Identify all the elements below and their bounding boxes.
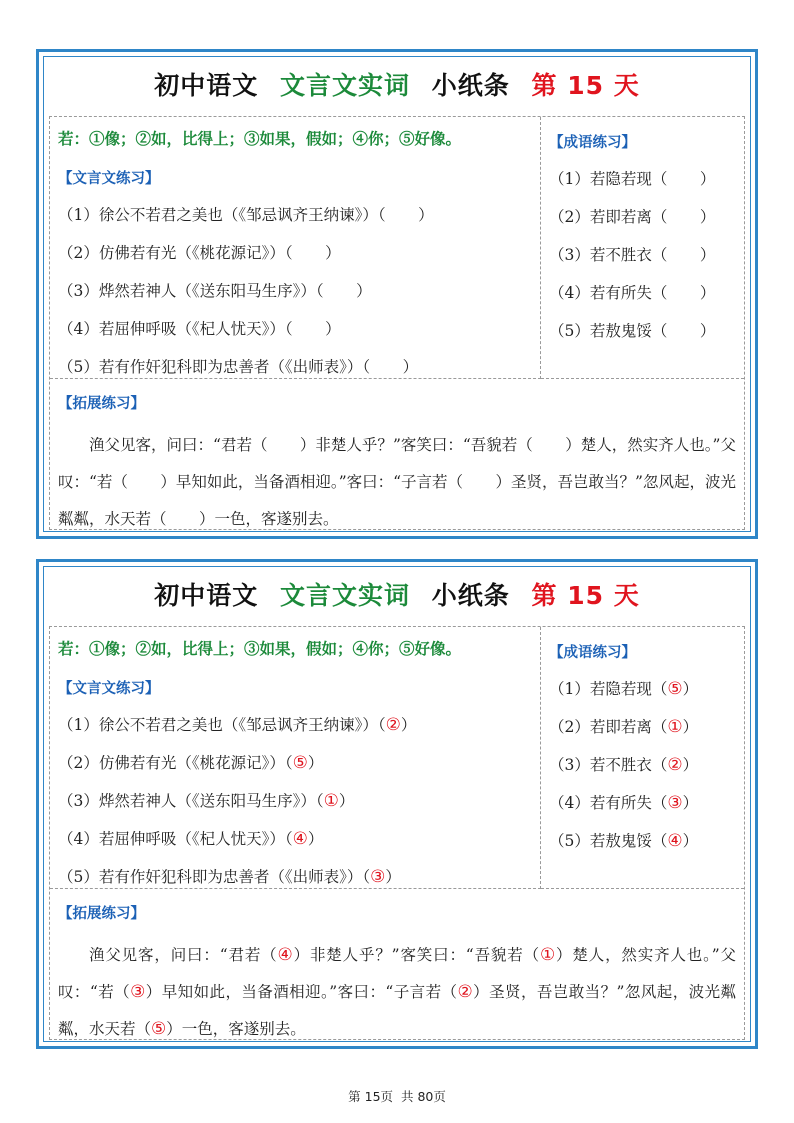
card-title <box>39 576 755 616</box>
title-format: 小纸条 <box>431 71 510 100</box>
classical-item: （1）徐公不若君之美也（《邹忌讽齐王纳谏》）（ ） <box>58 206 434 224</box>
answer-blank[interactable] <box>386 205 418 225</box>
idiom-heading: 【成语练习】 <box>549 135 636 151</box>
answer-mark: ② <box>457 982 474 1002</box>
answer-blank[interactable] <box>267 435 299 455</box>
classical-item: （3）烨然若神人（《送东阳马生序》）（①） <box>58 791 355 811</box>
answer-blank[interactable] <box>667 207 699 227</box>
word-meanings: 若：①像；②如，比得上；③如果，假如；④你；⑤好像。 <box>58 129 462 148</box>
practice-card-blank <box>36 49 758 539</box>
answer-blank[interactable] <box>667 321 699 341</box>
classical-section <box>50 117 541 379</box>
classical-item: （5）若有作奸犯科即为忠善者（《出师表》）（ ） <box>58 358 419 376</box>
exercise-panel <box>49 116 745 530</box>
idiom-item: （2）若即若离（①） <box>549 717 699 737</box>
answer-mark: ① <box>323 791 339 811</box>
classical-item: （4）若屈伸呼吸（《杞人忧天》）（④） <box>58 829 324 849</box>
classical-item: （2）仿佛若有光（《桃花源记》）（⑤） <box>58 753 324 773</box>
extension-passage: 渔父见客，问曰：“君若（④）非楚人乎？”客笑曰：“吾貌若（①）楚人，然实齐人也。”父叹：“若（③）早知如此，当备酒相迎。”客曰：“子言若（②）圣贤，吾岂敢当？”忽风起，波光粼粼，水天若（⑤）一色，客遂别去。 <box>58 945 736 1039</box>
idiom-item: （5）若敖鬼馁（ ） <box>549 322 716 340</box>
idiom-section <box>541 627 744 889</box>
title-subject: 初中语文 <box>154 581 259 610</box>
answer-blank[interactable] <box>667 245 699 265</box>
page-footer: 第 15页 共 80页 <box>348 1089 446 1104</box>
answer-mark: ④ <box>667 831 683 851</box>
answer-mark: ⑤ <box>292 753 308 773</box>
answer-blank[interactable] <box>463 472 495 492</box>
extension-heading: 【拓展练习】 <box>58 396 145 412</box>
answer-blank[interactable] <box>167 509 199 529</box>
answer-blank[interactable] <box>293 319 325 339</box>
extension-heading: 【拓展练习】 <box>58 906 145 922</box>
extension-passage: 渔父见客，问曰：“君若（ ）非楚人乎？”客笑曰：“吾貌若（ ）楚人，然实齐人也。”父叹：“若（ ）早知如此，当备酒相迎。”客曰：“子言若（ ）圣贤，吾岂敢当？”忽风起，波光粼粼，水天若（ ）一色，客遂别去。 <box>58 436 736 528</box>
title-subject: 初中语文 <box>154 71 259 100</box>
idiom-item: （2）若即若离（ ） <box>549 208 716 226</box>
idiom-heading: 【成语练习】 <box>549 645 636 661</box>
title-format: 小纸条 <box>431 581 510 610</box>
exercise-panel <box>49 626 745 1040</box>
answer-mark: ② <box>667 755 683 775</box>
word-meanings: 若：①像；②如，比得上；③如果，假如；④你；⑤好像。 <box>58 639 462 658</box>
classical-section <box>50 627 541 889</box>
answer-mark: ③ <box>667 793 683 813</box>
answer-blank[interactable] <box>533 435 565 455</box>
answer-mark: ② <box>385 715 401 735</box>
title-day: 第 15 天 <box>531 581 640 610</box>
classical-item: （1）徐公不若君之美也（《邹忌讽齐王纳谏》）（②） <box>58 715 417 735</box>
answer-mark: ⑤ <box>667 679 683 699</box>
classical-item: （5）若有作奸犯科即为忠善者（《出师表》）（③） <box>58 867 401 887</box>
title-topic: 文言文实词 <box>280 71 411 100</box>
idiom-item: （5）若敖鬼馁（④） <box>549 831 699 851</box>
answer-blank[interactable] <box>370 357 402 377</box>
answer-mark: ③ <box>130 982 146 1002</box>
answer-mark: ① <box>539 945 557 965</box>
practice-card-answers <box>36 559 758 1049</box>
classical-item: （4）若屈伸呼吸（《杞人忧天》）（ ） <box>58 320 341 338</box>
answer-blank[interactable] <box>324 281 356 301</box>
idiom-item: （3）若不胜衣（ ） <box>549 246 716 264</box>
card-title <box>39 66 755 106</box>
answer-mark: ① <box>667 717 683 737</box>
classical-item: （3）烨然若神人（《送东阳马生序》）（ ） <box>58 282 372 300</box>
answer-mark: ⑤ <box>151 1019 167 1039</box>
idiom-item: （1）若隐若现（ ） <box>549 170 716 188</box>
idiom-item: （3）若不胜衣（②） <box>549 755 699 775</box>
answer-blank[interactable] <box>667 283 699 303</box>
classical-heading: 【文言文练习】 <box>58 681 160 697</box>
idiom-item: （4）若有所失（ ） <box>549 284 716 302</box>
idiom-item: （4）若有所失（③） <box>549 793 699 813</box>
title-topic: 文言文实词 <box>280 581 411 610</box>
answer-mark: ④ <box>292 829 308 849</box>
answer-mark: ③ <box>370 867 386 887</box>
classical-heading: 【文言文练习】 <box>58 171 160 187</box>
idiom-section <box>541 117 744 379</box>
title-day: 第 15 天 <box>531 71 640 100</box>
answer-blank[interactable] <box>293 243 325 263</box>
answer-blank[interactable] <box>128 472 160 492</box>
answer-mark: ④ <box>277 945 294 965</box>
classical-item: （2）仿佛若有光（《桃花源记》）（ ） <box>58 244 341 262</box>
idiom-item: （1）若隐若现（⑤） <box>549 679 699 699</box>
answer-blank[interactable] <box>667 169 699 189</box>
